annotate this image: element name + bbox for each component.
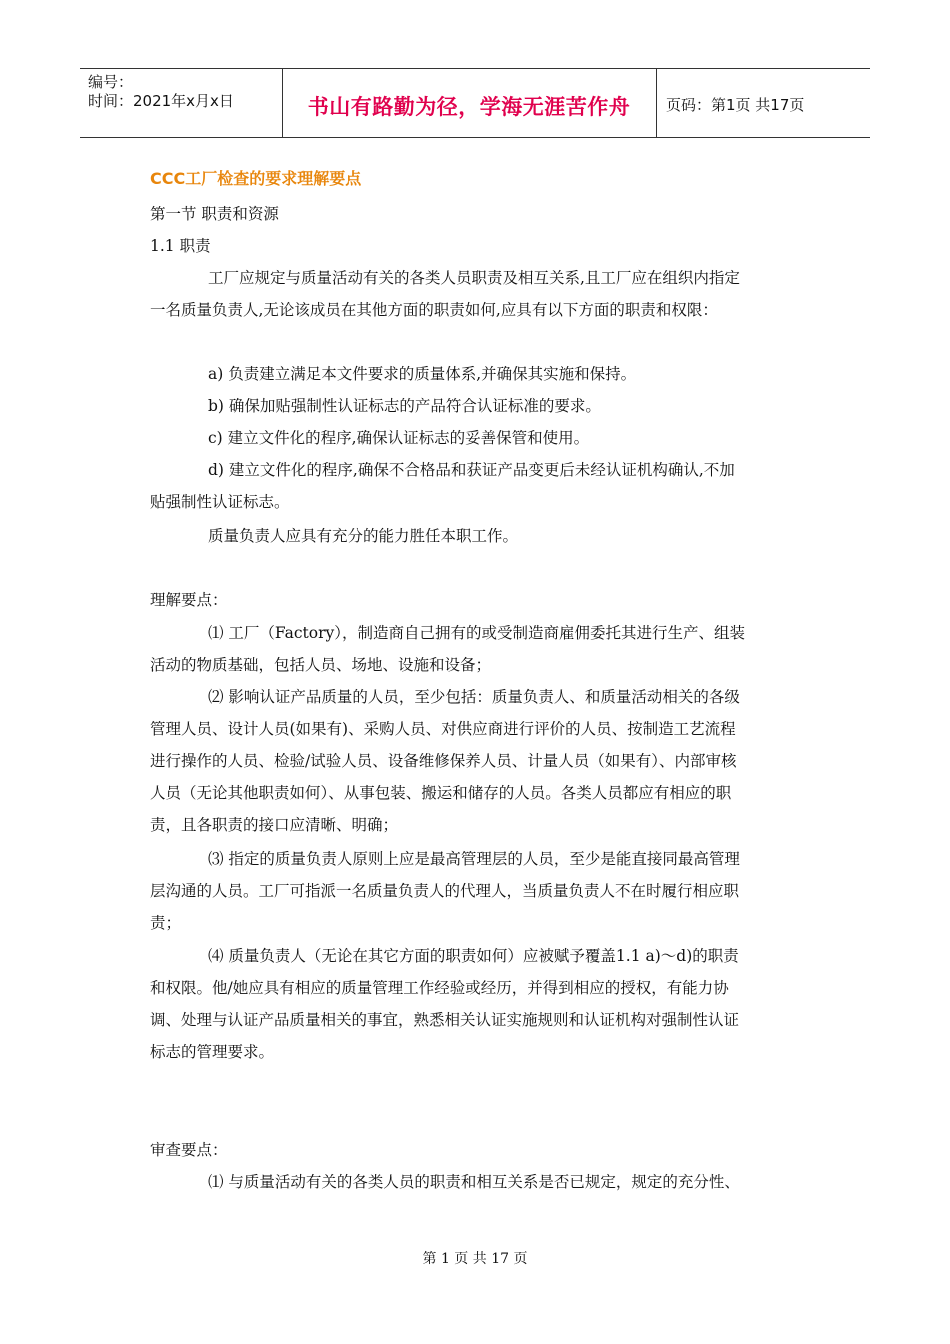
list-item-continuation: 贴强制性认证标志。 [150, 493, 290, 511]
paragraph-line: 进行操作的人员、检验/试验人员、设备维修保养人员、计量人员（如果有）、内部审核 [150, 752, 737, 770]
paragraph-line: 质量负责人应具有充分的能力胜任本职工作。 [208, 527, 519, 545]
paragraph-line: 工厂应规定与质量活动有关的各类人员职责及相互关系,且工厂应在组织内指定 [208, 269, 740, 287]
paragraph-line: ⑵ 影响认证产品质量的人员，至少包括：质量负责人、和质量活动相关的各级 [208, 688, 740, 706]
paragraph-line: 管理人员、设计人员(如果有)、采购人员、对供应商进行评价的人员、按制造工艺流程 [150, 720, 736, 738]
document-number-label: 编号： [88, 73, 134, 91]
header-divider [656, 69, 657, 137]
paragraph-line: ⑷ 质量负责人（无论在其它方面的职责如何）应被赋予覆盖1.1 a)～d)的职责 [208, 947, 739, 965]
list-item: b) 确保加贴强制性认证标志的产品符合认证标准的要求。 [208, 397, 601, 415]
paragraph-line: 活动的物质基础，包括人员、场地、设施和设备； [150, 656, 492, 674]
paragraph-line: ⑴ 与质量活动有关的各类人员的职责和相互关系是否已规定，规定的充分性、 [208, 1173, 740, 1191]
header-page-info: 页码：第1页 共17页 [666, 96, 805, 114]
paragraph-line: 责； [150, 914, 182, 932]
section-heading: 第一节 职责和资源 [150, 205, 279, 223]
paragraph-line: 人员（无论其他职责如何）、从事包装、搬运和储存的人员。各类人员都应有相应的职 [150, 784, 732, 802]
paragraph-line: 责，且各职责的接口应清晰、明确； [150, 816, 399, 834]
paragraph-line: 和权限。他/她应具有相应的质量管理工作经验或经历，并得到相应的授权，有能力协 [150, 979, 729, 997]
paragraph-line: ⑴ 工厂（Factory），制造商自己拥有的或受制造商雇佣委托其进行生产、组装 [208, 624, 746, 642]
review-heading: 审查要点： [150, 1141, 228, 1159]
understanding-heading: 理解要点： [150, 591, 228, 609]
header-motto: 书山有路勤为径，学海无涯苦作舟 [307, 95, 631, 119]
paragraph-line: 调、处理与认证产品质量相关的事宜，熟悉相关认证实施规则和认证机构对强制性认证 [150, 1011, 740, 1029]
page-footer: 第 1 页 共 17 页 [422, 1251, 528, 1267]
list-item: d) 建立文件化的程序,确保不合格品和获证产品变更后未经认证机构确认,不加 [208, 461, 735, 479]
document-title: CCC工厂检查的要求理解要点 [150, 169, 362, 188]
paragraph-line: 一名质量负责人,无论该成员在其他方面的职责如何,应具有以下方面的职责和权限： [150, 301, 718, 319]
document-time-label: 时间：2021年x月x日 [88, 92, 234, 110]
list-item: a) 负责建立满足本文件要求的质量体系,并确保其实施和保持。 [208, 365, 637, 383]
paragraph-line: 层沟通的人员。工厂可指派一名质量负责人的代理人，当质量负责人不在时履行相应职 [150, 882, 740, 900]
page-header [80, 68, 870, 138]
list-item: c) 建立文件化的程序,确保认证标志的妥善保管和使用。 [208, 429, 590, 447]
paragraph-line: 标志的管理要求。 [150, 1043, 275, 1061]
subsection-heading: 1.1 职责 [150, 237, 211, 255]
header-meta [88, 73, 280, 111]
paragraph-line: ⑶ 指定的质量负责人原则上应是最高管理层的人员，至少是能直接同最高管理 [208, 850, 740, 868]
